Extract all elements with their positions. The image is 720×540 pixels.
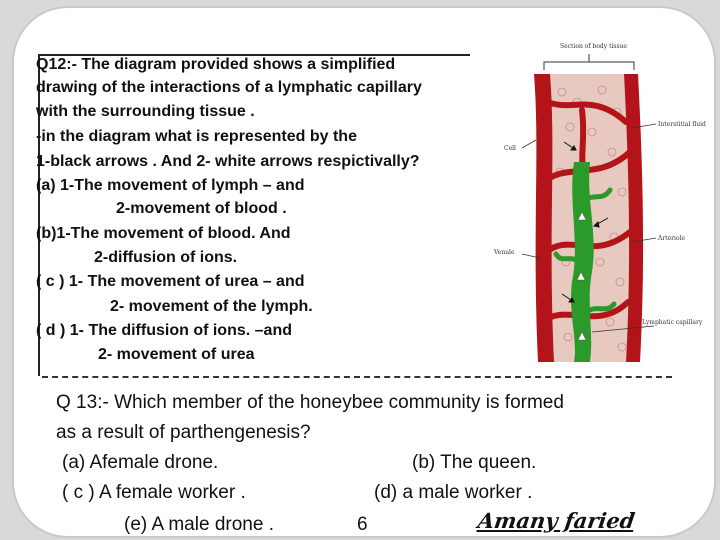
q12-line-1: Q12:- The diagram provided shows a simplified [36,56,396,73]
q12-option-b: (b)1-The movement of blood. And [36,225,291,242]
q13-option-e: (e) A male drone . [124,514,274,535]
q12-option-d-2: 2- movement of urea [98,346,255,363]
q13-option-d: (d) a male worker . [374,482,533,503]
q12-line-4: -in the diagram what is represented by the [36,128,357,145]
q12-option-d: ( d ) 1- The diffusion of ions. –and [36,322,292,339]
q13-option-a: (a) Afemale drone. [62,452,219,473]
label-cell: Cell [504,145,516,152]
worksheet-card [12,6,716,538]
label-arteriole: Arteriole [658,235,686,242]
label-section: Section of body tissue [560,43,627,50]
q12-line-3: with the surrounding tissue . [36,103,255,120]
label-interstitial-fluid: Interstitial fluid [658,121,706,128]
q13-option-b: (b) The queen. [412,452,537,473]
q12-option-a-2: 2-movement of blood . [116,200,287,217]
q12-option-c: ( c ) 1- The movement of urea – and [36,273,305,290]
page-number: 6 [357,514,368,535]
q12-line-2: drawing of the interactions of a lymphatic capillary [36,79,422,96]
q13-question-line-1: Q 13:- Which member of the honeybee community is formed [56,392,564,413]
label-lymphatic-capillary: Lymphatic capillary [642,319,703,326]
author-signature: Amany faried [476,508,637,533]
q12-option-b-2: 2-diffusion of ions. [94,249,238,266]
q12-option-c-2: 2- movement of the lymph. [110,298,313,315]
q12-option-a: (a) 1-The movement of lymph – and [36,177,305,194]
lymphatic-diagram [482,32,712,377]
section-divider [42,376,672,378]
q12-line-5: 1-black arrows . And 2- white arrows respictivally? [36,153,420,170]
q13-option-c: ( c ) A female worker . [62,482,246,503]
q13-question-line-2: as a result of parthengenesis? [56,422,311,443]
label-venule: Venule [494,249,515,256]
